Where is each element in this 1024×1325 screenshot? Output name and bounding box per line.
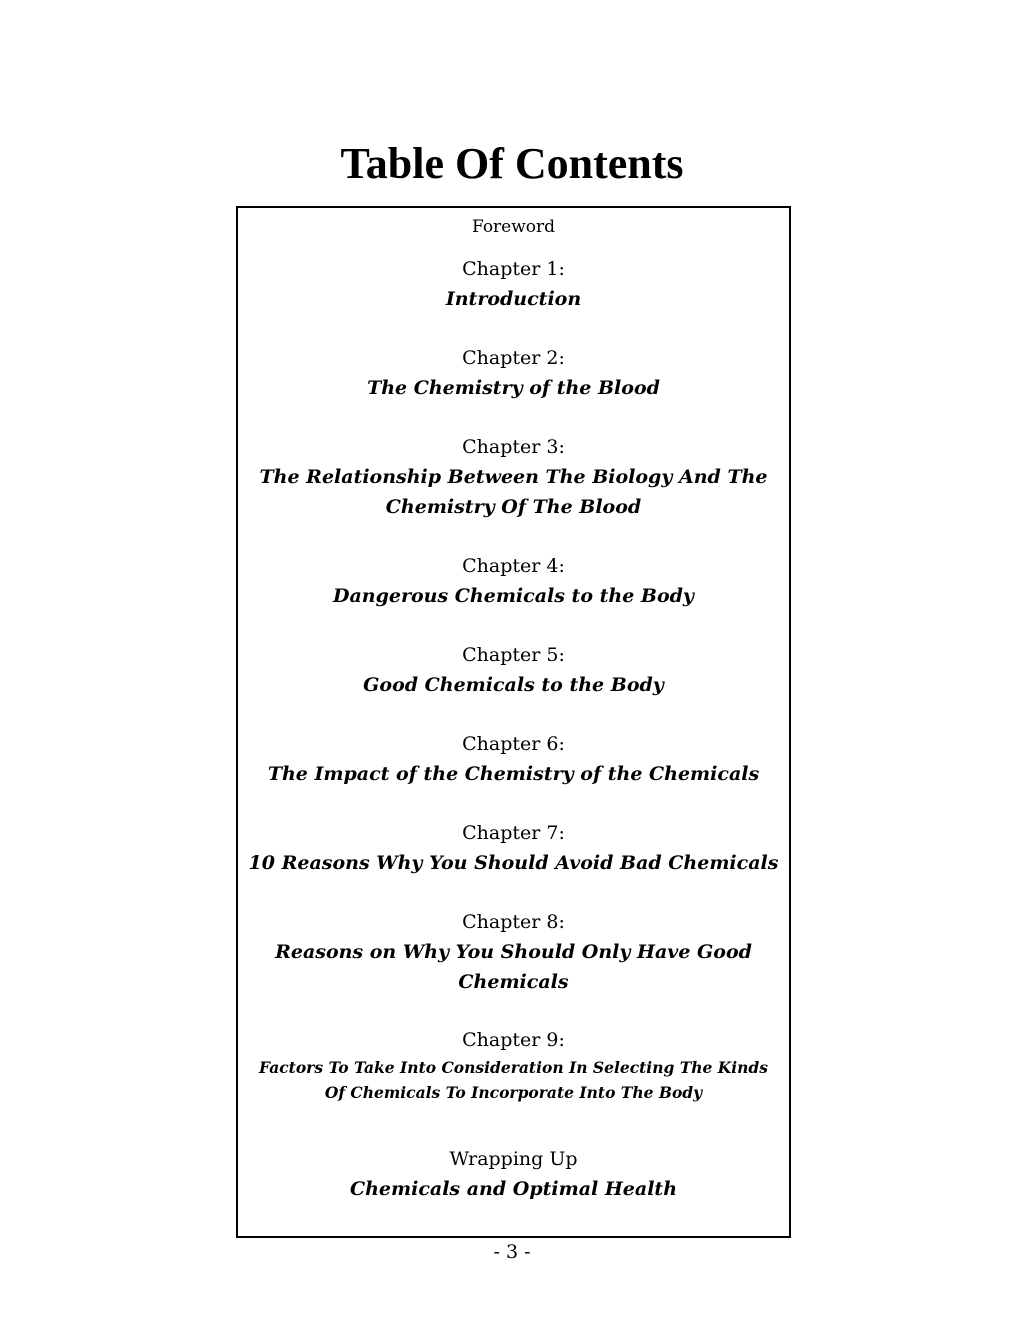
toc-entry-chapter-3[interactable] [238, 432, 789, 522]
chapter-title: Reasons on Why You Should Only Have Good Chemicals [275, 941, 752, 993]
chapter-label: Chapter 6: [462, 733, 565, 755]
chapter-label: Chapter 3: [462, 436, 565, 458]
chapter-label: Chapter 5: [462, 644, 565, 666]
chapter-title: Dangerous Chemicals to the Body [333, 585, 694, 607]
chapter-title: The Impact of the Chemistry of the Chemicals [267, 763, 760, 785]
chapter-title: Chemicals and Optimal Health [349, 1178, 678, 1200]
toc-entry-chapter-9[interactable] [238, 1025, 789, 1105]
chapter-label: Chapter 8: [462, 911, 565, 933]
page-number: - 3 - [493, 1241, 531, 1263]
toc-entry-chapter-6[interactable] [238, 729, 789, 789]
chapter-title: Factors To Take Into Consideration In Selecting The Kinds Of Chemicals To Incorporate Into The Body [259, 1058, 768, 1102]
chapter-label: Chapter 7: [462, 822, 565, 844]
chapter-title: Introduction [445, 288, 582, 310]
chapter-label: Chapter 2: [462, 347, 565, 369]
chapter-label: Chapter 1: [462, 258, 565, 280]
chapter-title: Good Chemicals to the Body [363, 674, 664, 696]
table-of-contents-box [236, 206, 791, 1238]
page-title: Table Of Contents [340, 139, 684, 188]
chapter-title: 10 Reasons Why You Should Avoid Bad Chemicals [248, 852, 779, 874]
toc-entry-chapter-1[interactable] [238, 254, 789, 314]
toc-entry-chapter-2[interactable] [238, 343, 789, 403]
chapter-label: Chapter 4: [462, 555, 565, 577]
toc-entry-chapter-5[interactable] [238, 640, 789, 700]
toc-entry-chapter-4[interactable] [238, 551, 789, 611]
toc-foreword[interactable]: Foreword [471, 217, 556, 237]
toc-entry-chapter-8[interactable] [238, 907, 789, 997]
chapter-title: The Chemistry of the Blood [367, 377, 660, 399]
toc-entry-wrapping-up[interactable] [238, 1144, 789, 1204]
toc-entry-chapter-7[interactable] [238, 818, 789, 878]
chapter-label: Chapter 9: [462, 1029, 565, 1051]
chapter-label: Wrapping Up [449, 1148, 578, 1170]
chapter-title: The Relationship Between The Biology And The Chemistry Of The Blood [259, 466, 768, 518]
